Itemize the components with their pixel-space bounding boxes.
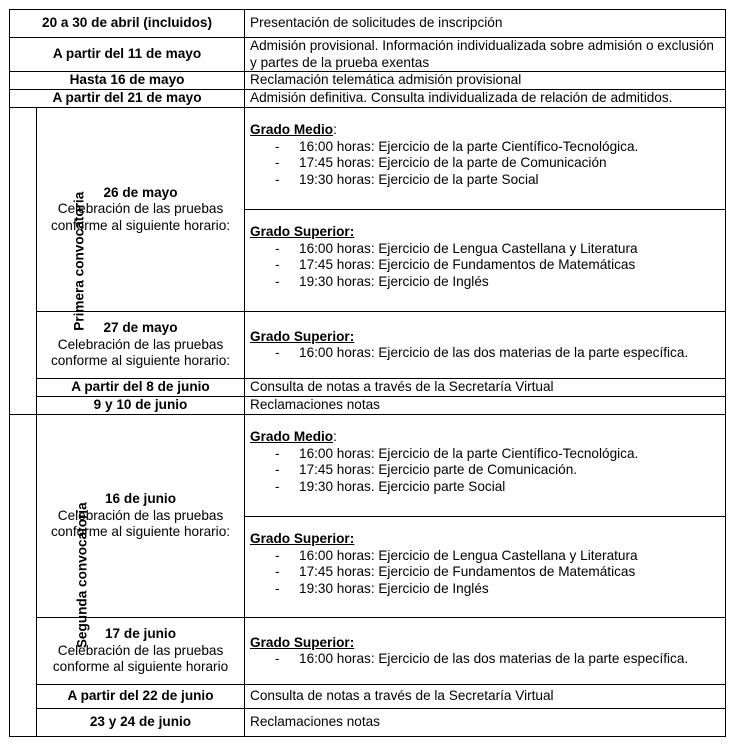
grado-superior-cell: [245, 618, 726, 685]
primera-convocatoria-label: Primera convocatoria: [71, 191, 87, 331]
grado-medio-colon: :: [333, 429, 337, 444]
list-item: - 17:45 horas: Ejercicio de Fundamentos de Matemáticas: [275, 257, 720, 274]
table-row: [10, 72, 726, 90]
list-item: - 16:00 horas: Ejercicio de Lengua Castellana y Literatura: [275, 241, 720, 258]
exam-date: 26 de mayo: [103, 184, 178, 200]
exam-date: 16 de junio: [105, 491, 177, 507]
table-row: [10, 379, 726, 397]
table-row: [10, 312, 726, 379]
description-cell: Admisión provisional. Información individualizada sobre admisión o exclusión y partes de la prueba exentas: [245, 38, 726, 72]
table-row: [10, 397, 726, 415]
date-cell: 20 a 30 de abril (incluidos): [10, 10, 245, 38]
grado-superior-title: Grado Superior:: [250, 224, 355, 239]
list-item: - 19:30 horas: Ejercicio de la parte Social: [275, 172, 720, 189]
grado-superior-cell: [245, 210, 726, 312]
date-cell: A partir del 11 de mayo: [10, 38, 245, 72]
list-item: - 19:30 horas: Ejercicio de Inglés: [275, 274, 720, 291]
list-item: - 17:45 horas: Ejercicio parte de Comunicación.: [275, 462, 720, 479]
grado-medio-cell: [245, 415, 726, 517]
grado-medio-cell: [245, 108, 726, 210]
grado-superior-schedule: [250, 548, 720, 598]
date-cell: 9 y 10 de junio: [37, 397, 245, 415]
description-cell: Reclamación telemática admisión provisional: [245, 72, 726, 90]
grado-superior-schedule: [250, 651, 720, 668]
grado-superior-title: Grado Superior:: [250, 531, 355, 546]
list-item: - 16:00 horas: Ejercicio de las dos materias de la parte específica.: [275, 345, 720, 362]
grado-superior-title: Grado Superior:: [250, 328, 355, 344]
date-cell: 23 y 24 de junio: [37, 709, 245, 737]
grado-medio-schedule: [250, 446, 720, 496]
exam-date-subtitle: Celebración de las pruebas conforme al siguiente horario:: [50, 507, 231, 540]
grado-superior-title: Grado Superior:: [250, 634, 355, 650]
table-row: [10, 108, 726, 210]
exam-date-cell: [37, 312, 245, 379]
calendar-table: [9, 9, 726, 737]
primera-convocatoria-label-cell: [10, 108, 87, 415]
exam-date-cell: [37, 618, 245, 685]
grado-superior-schedule: [250, 345, 720, 362]
description-cell: Consulta de notas a través de la Secretaría Virtual: [245, 685, 726, 709]
exam-date: 27 de mayo: [103, 320, 178, 336]
grado-medio-title: Grado Medio: [250, 429, 334, 444]
exam-date-cell: [37, 108, 245, 312]
exam-date-subtitle: Celebración de las pruebas conforme al siguiente horario:: [50, 336, 231, 369]
list-item: - 19:30 horas: Ejercicio de Inglés: [275, 581, 720, 598]
table-row: [10, 618, 726, 685]
exam-date-subtitle: Celebración de las pruebas conforme al siguiente horario: [52, 642, 229, 675]
list-item: - 16:00 horas: Ejercicio de la parte Científico-Tecnológica.: [275, 446, 720, 463]
table-row: [10, 38, 726, 72]
description-cell: Presentación de solicitudes de inscripción: [245, 10, 726, 38]
date-cell: A partir del 22 de junio: [37, 685, 245, 709]
exam-date-cell: [37, 415, 245, 618]
list-item: - 17:45 horas: Ejercicio de la parte de Comunicación: [275, 155, 720, 172]
table-row: [10, 709, 726, 737]
grado-superior-schedule: [250, 241, 720, 291]
exam-date: 17 de junio: [105, 626, 177, 642]
list-item: - 16:00 horas: Ejercicio de la parte Científico-Tecnológica.: [275, 139, 720, 156]
grado-medio-title: Grado Medio: [250, 122, 334, 137]
description-cell: Reclamaciones notas: [245, 709, 726, 737]
date-cell: A partir del 21 de mayo: [10, 90, 245, 108]
description-cell: Admisión definitiva. Consulta individualizada de relación de admitidos.: [245, 90, 726, 108]
description-cell: Consulta de notas a través de la Secretaría Virtual: [245, 379, 726, 397]
list-item: - 19:30 horas. Ejercicio parte Social: [275, 479, 720, 496]
segunda-convocatoria-label-cell: [10, 415, 90, 737]
list-item: - 16:00 horas: Ejercicio de Lengua Castellana y Literatura: [275, 548, 720, 565]
description-cell: Reclamaciones notas: [245, 397, 726, 415]
table-row: [10, 685, 726, 709]
list-item: - 16:00 horas: Ejercicio de las dos materias de la parte específica.: [275, 651, 720, 668]
table-row: [10, 415, 726, 517]
date-cell: A partir del 8 de junio: [37, 379, 245, 397]
table-row: [10, 10, 726, 38]
grado-superior-cell: [245, 312, 726, 379]
grado-superior-cell: [245, 517, 726, 618]
date-cell: Hasta 16 de mayo: [10, 72, 245, 90]
table-row: [10, 90, 726, 108]
grado-medio-colon: :: [333, 122, 337, 137]
segunda-convocatoria-label: Segunda convocatoria: [74, 502, 90, 649]
exam-date-subtitle: Celebración de las pruebas conforme al siguiente horario:: [50, 201, 231, 233]
grado-medio-schedule: [250, 139, 720, 189]
list-item: - 17:45 horas: Ejercicio de Fundamentos de Matemáticas: [275, 564, 720, 581]
